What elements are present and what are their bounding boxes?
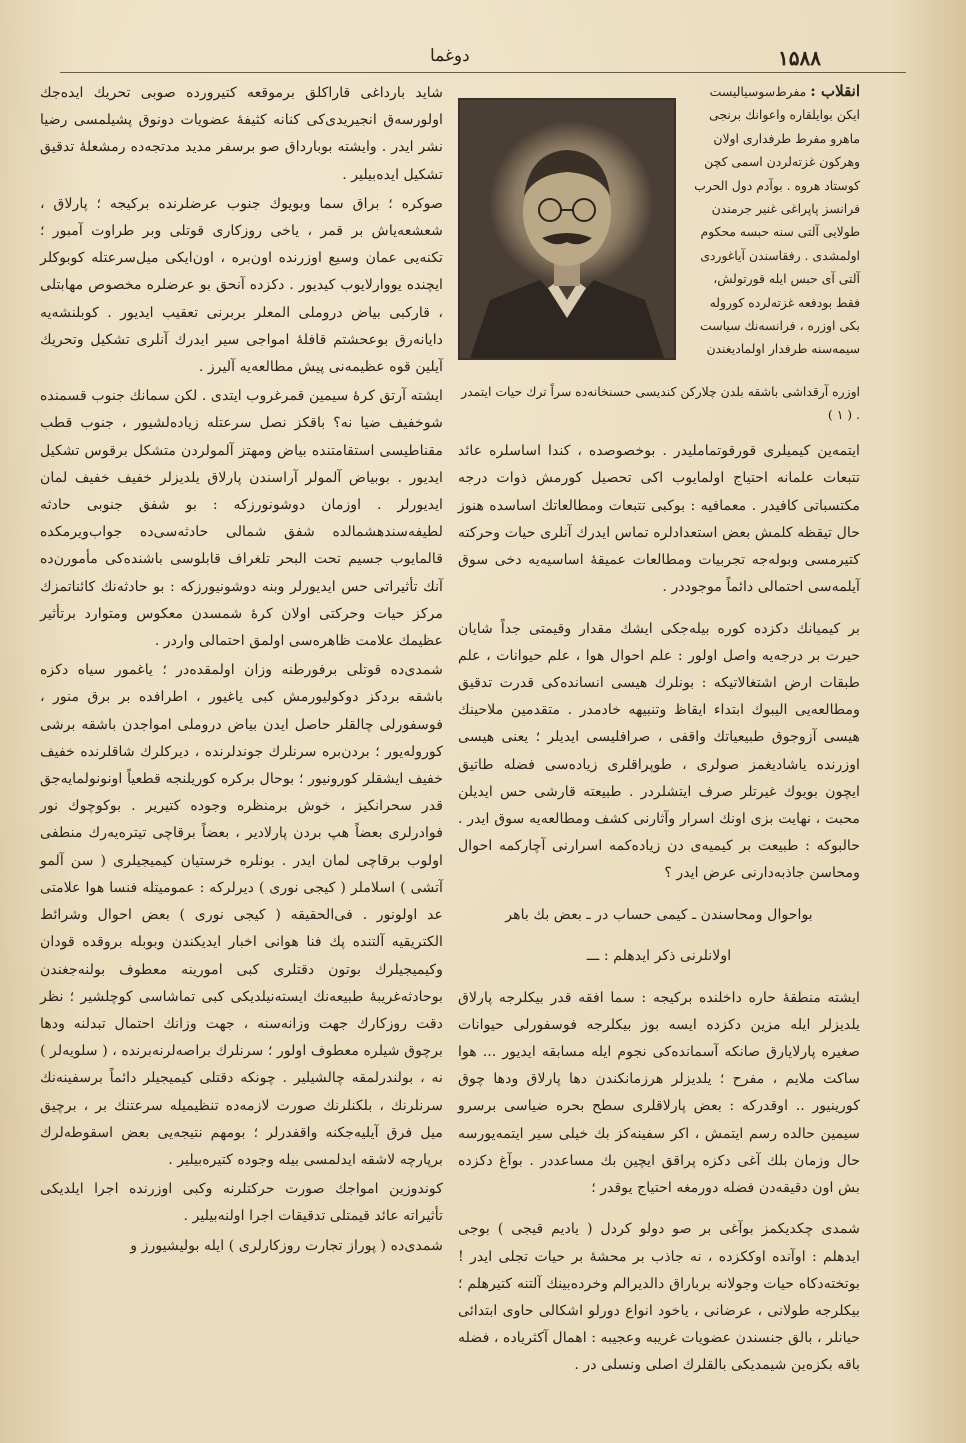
page-number: ۱۵۸۸ <box>778 46 821 70</box>
header-rule <box>60 72 906 73</box>
entry-header-block <box>458 80 860 380</box>
left-column <box>40 80 443 1262</box>
paragraph: بواحوال ومحاسندن ـ كیمی حساب در ـ بعض بك باهر <box>505 906 813 923</box>
paragraph: شمدی‌ده ( پوراز تجارت روزكارلری ) ایله بوليشيورز و <box>130 1237 443 1254</box>
paragraph: بر كیمیانك دكزده كوره بیله‌جكی ایشك مقدار وقیمتی جداً شایان حیرت بر درجه‌یه واصل اولور : علم احوال هوا ، علم حیوانات ، علم طبقات ارض اشتغالاتیكه : بونلرك هیسی انسانده‌كی قدرت تدقیق ومطالعه‌یی الیبوك ابتداء ایقاظ وتنبیهه خادمدر . متقدمین ملاحینك هیسی آزوجوق طبیعیاتك واقفی ، صرافلیسی ایدیلر ؛ یعنی هیسی اوزرنده یاشادیغمز صولری ، طوپراقلری زیاده‌سی فضله طاتیق ایچون بویوك غیرتلر صرف ایتشلردر . طبیعته قارشی حس ایدیلن محبت ، نهایت بزی اونك اسرار وآثارنی كشف ومطالعه‌یه سوق ایدر . حالبوكه : طبیعت بر كیمیه‌ی دن زیاده‌كمه اسرارنی آچاركمه احوال ومحاسن جاذبه‌دارنی عرض ایدر ؟ <box>458 620 860 882</box>
paragraph: كوندوزین امواجك صورت حركتلرنه وكبی اوزرنده اجرا ایلدیكی تأثیراته عائد قیمتلی تدقیقات اجرا اولنه‌بیلیر . <box>40 1181 443 1225</box>
paragraph: شاید بارداغی قاراكلق برموقعه كتیرورده صوبی تحریك ایده‌جك اولورسه‌ق انجیریدی‌كی كنانه كثیفهٔ عضویات دونوق پشیلمسی رضیا نشر ایدر . وایشته بوبارداق صو برسفر مدید مدتجه‌ده رمشعلهٔ تدقیق تشكیل ایده‌بیلیر . <box>40 85 443 183</box>
entry-intro <box>688 80 860 361</box>
paragraph: شمدی چكدیكمز بوآغی بر صو دولو كردل ( یادیم قیجی ) بوجی ایدهلم : اوآنده اوككزده ، نه جاذب بر محشهٔ بر حیات تجلی ایدر ! بوتخته‌دكاه حیات وجولانه برباراق دالدیرالم وخرده‌بینك آلتنه كتیرهلم ؛ بیكلرجه طولانی ، عرضانی ، یاخود انواع دورلو اشكالی حاوی ابتدائی حیانلر ، بالق جنسندن عضویات غریبه وعجیبه : اهمال آكثریاده ، فضله باقه بكزه‌ین شیمدیكی بالقلرك اصلی ونسلی در . <box>458 1221 860 1374</box>
paragraph: شمدی‌ده قوتلی برفورطنه وزان اولمقده‌در ؛ یاغمور سیاه دكزه باشقه بردكز دوكولیورمش كبی یاغیور ، اطرافده بر برق منور ، فوسفورلی چالقلر حاصل ایدن بیاض دروملی امواجدن باشقه برشی كوروله‌یور ؛ بردن‌بره سرنلرك جوندلرنده ، دیركلرك شاقلرنده خفیف خفیف ایشقلر كورونیور ؛ بوحال بركره كوریلنجه قطعیاً اونونولمایه‌جق قدر سحرانكیز ، خوش برمنظره وجوده كتیریر . بوكوچوك نور فوادرلری بعضاً هپ بردن پارلادیر ، بعضاً برقاچی تیتره‌یه‌رك منطفی اولوب برقاچی لمان ایدر . بونلره خرستیان كیمیجیلری ( سن آلمو آتشی ) اسلاملر ( كیجی نوری ) دیرلركه : عمومیتله فنسا هوا علامتی عد اولونور . فی‌الحقیقه ( كیجی نوری ) بعض احوال وشرائط الكتریقیه آلتنده پك فنا هوانی اخبار ایدیكندن وبوبله بروقده قودان وكیمیجیلرك بوتون دقتلری كبی امورینه معطوف بولنه‌جغندن بوحادثه‌غریبهٔ طبیعه‌نك ایسته‌نیلدیكی كبی تماشاسی كوچلشیر ؛ نظر دقت روزكارك جهت وزانه‌سنه ، جهت وزانك احتمال تبدلنه ودها برچوق شیلره معطوف اولور ؛ سرنلرك براصه‌لرنه‌‌برنده ، ( سلویه‌لر ) نه ، بولندرلمقه چالشیلیر . چونكه دقتلی كیمیجیلر دائماً برسفینه‌نك سرنلرنك ، بلكنلرنك صورت لازمه‌ده تنظیمیله سرعتنك بر ، برچیق میل فرق آیلیه‌جكنه واقفدرلر ؛ بومهم نتیجه‌یی بعض اسقوطه‌لرك برپارچه لاشقه ایدلمسی بیله وجوده كتیره‌بیلیر . <box>40 662 443 1168</box>
paragraph: ایشته منطقهٔ حاره داخلنده بركیجه : سما افقه قدر بیكلرجه پارلاق یلدیزلر ایله مزین دكزده ایسه بوز بیكلرجه فوسفورلی حیوانات صغیره پارلایارق صانكه آسمانده‌كی نجوم ایله مسابقه ایدیور ... هوا ساكت ملایم ، مفرح ؛ یلدیزلر هرزمانكندن دها پارلاق ودها چوق كورینیور .. اوقدركه : بعض پارلاقلری سطح بحره ضیاسی برسرو سیمین حالده رسم ایتمش ، اكر سفینه‌كز بك خیلی سیر ایتمه‌یورسه حال وزمان بلك آغی دكزه پراقق ایچین بك مساعددر . بوآغ دكزده بش اون دقیقه‌دن فضله دورمغه احتیاج یوقدر ؛ <box>458 989 860 1197</box>
portrait-photo <box>458 98 676 360</box>
running-head: دوغما <box>430 46 470 66</box>
paragraph: ایشته آرتق كرهٔ سیمین قمرغروب ایتدی . لكن سمانك جنوب قسمنده شوخفیف ضیا نه‌؟ باقكز نصل سرعتله زیاده‌لشیور ، جنوب قطب مقناطیسی استقامتنده بیاض ومهتز آلمولردن متشكل برقوس تشكیل ایدیور . بوبیاض آلمولر آراسندن پارلاق یلدیزلر خفیف خفیف لمان ایدیورلر . اوزمان دوشونورزكه : بو شفق جنوبی حادثه لطیفه‌سندهشمالده شفق شمالی حادثه‌سی‌ده جواب‌ویرمكده قالمایوب جسیم تحت البحر تلغراف قابلوسی باشنده‌كی مأمورن‌ده آنك تأثیراتی حس ایدیورلر وبنه دوشونیورزكه : بو حادثه‌نك كائناتمزك مركز حیات وحركتی اولان كرهٔ شمسدن معكوس ومتوارد برتأثیر عظیمك علامت ظاهره‌سی اولمق احتمالی واردر . <box>40 388 443 650</box>
entry-intro-text: مفرط‌سوسیالیست ایکن بوایلقاره واعوانك برنجی ماهرو مفرط طرفداری اولان وهركون غزته‌لردن اسمی كچن كوستاد هروه . بوآدم دول الحرب فرانسز پاپراغی غنیر جرمندن طولایی آلتی سنه حبسه محكوم اولمشدی . رفقاسندن آیاغوردی آلتی آی حبس ایله قورتولش، فقط بودفعه غزته‌لرده كوروله بكی اوزره ، فرانسه‌نك سیاست سیمه‌سنه طرفدار اولمادیغندن <box>694 84 860 357</box>
portrait-caption: اوزره آرقداشی باشقه بلدن چلاركن كندیسی حسنخانه‌ده سراً ترك حیات ایتمدر . ( ۱ ) <box>461 384 860 422</box>
paragraph: صوكره ؛ براق سما وبویوك جنوب عرضلرنده بركیجه ؛ پارلاق ، شعشعه‌یاش بر قمر ، یاخی روزكاری قوتلی وبر طراوت آمبور ؛ تكنه‌یی عمان وسیع اوزرنده اون‌بره ، اون‌ایكی میل‌سرعتله كوبوكلر ایچنده یووارلایوب كیدیور . دكزده آنحق بو عرضلره مخصوص مهابتلی ، قاركبی بیاض دروملی المعلر بربرنی تعقیب ایدیور . كوبلنشه‌یه دایانه‌رق بوعحشتم قافلهٔ امواجی سیر ایدرك آنلری تشكیل وتحریك آیلین قوه عظیمه‌نی پیش مطالعه‌یه آلیرز . <box>40 195 443 376</box>
entry-headword: انقلاب : <box>810 82 860 100</box>
right-column <box>458 424 860 1394</box>
portrait-illustration <box>460 100 674 358</box>
paragraph: اولانلرنی ذكر ایدهلم : ـــ <box>586 948 732 965</box>
paragraph: ایتمه‌ین كیمیلری قورقوتماملیدر . بوخصوصده ، كندا اساسلره عائد تتبعات علمانه احتیاج اولمایوب اكی تحصیل كورمش ذوات درجه مكتسباتی كافیدر . معمافیه : بوكبی تتبعات ومطالعاتك اساسده هنوز حال تیقظه كلمش بعض استعدادلره تماس ایدرك آنلری حیات وحركته كتیرمسی وبوله‌جه تجربیات ومطالعات عمیقهٔ اساسیه‌یه دخی سوق آیلمه‌سی احتمالی دائماً موجوددر . <box>458 443 860 596</box>
